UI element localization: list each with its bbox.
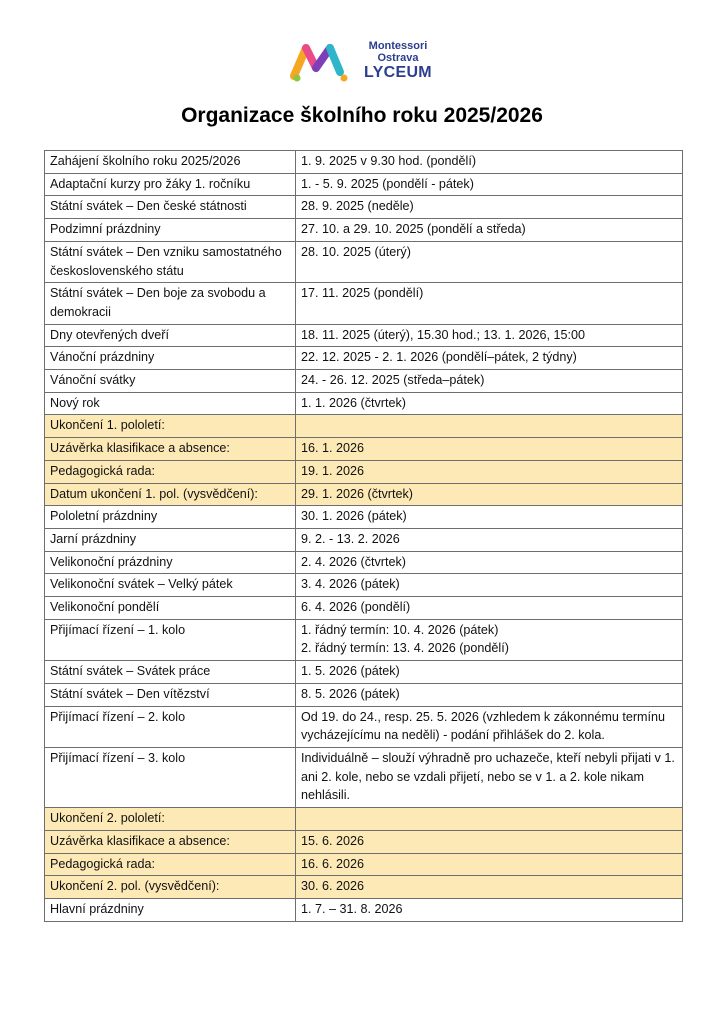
table-row xyxy=(45,460,683,483)
event-label: Státní svátek – Svátek práce xyxy=(45,661,296,684)
event-label: Pedagogická rada: xyxy=(45,853,296,876)
event-date: 18. 11. 2025 (úterý), 15.30 hod.; 13. 1. 2026, 15:00 xyxy=(296,324,683,347)
table-row xyxy=(45,706,683,747)
table-row xyxy=(45,415,683,438)
event-date: 16. 6. 2026 xyxy=(296,853,683,876)
event-label: Uzávěrka klasifikace a absence: xyxy=(45,438,296,461)
school-logo xyxy=(288,40,448,86)
school-year-schedule-table xyxy=(44,150,683,922)
table-row xyxy=(45,683,683,706)
logo-line-ostrava: Ostrava xyxy=(377,52,419,64)
table-row xyxy=(45,597,683,620)
event-label: Velikonoční pondělí xyxy=(45,597,296,620)
event-label: Státní svátek – Den české státnosti xyxy=(45,196,296,219)
event-date: 3. 4. 2026 (pátek) xyxy=(296,574,683,597)
logo-line-montessori: Montessori xyxy=(368,40,428,52)
event-label: Státní svátek – Den vzniku samostatného československého státu xyxy=(45,241,296,282)
event-date xyxy=(296,808,683,831)
event-label: Ukončení 2. pol. (vysvědčení): xyxy=(45,876,296,899)
table-row xyxy=(45,619,683,660)
table-row xyxy=(45,506,683,529)
event-label: Ukončení 1. pololetí: xyxy=(45,415,296,438)
schedule-table-body xyxy=(45,151,683,922)
table-row xyxy=(45,370,683,393)
event-label: Velikonoční prázdniny xyxy=(45,551,296,574)
table-row xyxy=(45,241,683,282)
table-row xyxy=(45,876,683,899)
logo-line-lyceum: LYCEUM xyxy=(364,64,432,81)
table-row xyxy=(45,324,683,347)
table-row xyxy=(45,853,683,876)
event-label: Pololetní prázdniny xyxy=(45,506,296,529)
table-row xyxy=(45,483,683,506)
event-date: 28. 9. 2025 (neděle) xyxy=(296,196,683,219)
event-label: Pedagogická rada: xyxy=(45,460,296,483)
table-row xyxy=(45,528,683,551)
event-label: Uzávěrka klasifikace a absence: xyxy=(45,830,296,853)
table-row xyxy=(45,438,683,461)
event-label: Vánoční prázdniny xyxy=(45,347,296,370)
table-row xyxy=(45,347,683,370)
event-label: Datum ukončení 1. pol. (vysvědčení): xyxy=(45,483,296,506)
event-label: Velikonoční svátek – Velký pátek xyxy=(45,574,296,597)
table-row xyxy=(45,151,683,174)
event-date-line: 1. řádný termín: 10. 4. 2026 (pátek) xyxy=(301,622,499,637)
event-date: 30. 1. 2026 (pátek) xyxy=(296,506,683,529)
event-date: Od 19. do 24., resp. 25. 5. 2026 (vzhledem k zákonnému termínu vycházejícímu na neděli) - podání přihlášek do 2. kola. xyxy=(296,706,683,747)
event-label: Nový rok xyxy=(45,392,296,415)
event-date: 1. - 5. 9. 2025 (pondělí - pátek) xyxy=(296,173,683,196)
table-row xyxy=(45,392,683,415)
table-row xyxy=(45,898,683,921)
event-date: 1. 1. 2026 (čtvrtek) xyxy=(296,392,683,415)
event-date: 30. 6. 2026 xyxy=(296,876,683,899)
event-label: Dny otevřených dveří xyxy=(45,324,296,347)
table-row xyxy=(45,196,683,219)
event-date: 15. 6. 2026 xyxy=(296,830,683,853)
event-date: 29. 1. 2026 (čtvrtek) xyxy=(296,483,683,506)
table-row xyxy=(45,808,683,831)
event-label: Podzimní prázdniny xyxy=(45,219,296,242)
table-row xyxy=(45,173,683,196)
event-label: Ukončení 2. pololetí: xyxy=(45,808,296,831)
event-date: 9. 2. - 13. 2. 2026 xyxy=(296,528,683,551)
table-row xyxy=(45,283,683,324)
event-date: 28. 10. 2025 (úterý) xyxy=(296,241,683,282)
event-date xyxy=(296,415,683,438)
event-label: Státní svátek – Den vítězství xyxy=(45,683,296,706)
event-label: Státní svátek – Den boje za svobodu a demokracii xyxy=(45,283,296,324)
event-date: Individuálně – slouží výhradně pro uchazeče, kteří nebyli přijati v 1. ani 2. kole, nebo se vzdali přijetí, nebo se v 1. a 2. kole nikam nehlásili. xyxy=(296,747,683,807)
montessori-logo-mark-icon xyxy=(288,42,356,82)
event-label: Přijímací řízení – 3. kolo xyxy=(45,747,296,807)
table-row xyxy=(45,661,683,684)
event-label: Jarní prázdniny xyxy=(45,528,296,551)
event-label: Přijímací řízení – 2. kolo xyxy=(45,706,296,747)
logo-wordmark xyxy=(357,40,439,82)
event-label: Zahájení školního roku 2025/2026 xyxy=(45,151,296,174)
event-date: 2. 4. 2026 (čtvrtek) xyxy=(296,551,683,574)
event-date: 17. 11. 2025 (pondělí) xyxy=(296,283,683,324)
event-date: 27. 10. a 29. 10. 2025 (pondělí a středa) xyxy=(296,219,683,242)
event-date: 22. 12. 2025 - 2. 1. 2026 (pondělí–pátek, 2 týdny) xyxy=(296,347,683,370)
event-date-line: 2. řádný termín: 13. 4. 2026 (pondělí) xyxy=(301,641,509,656)
event-date: 1. 9. 2025 v 9.30 hod. (pondělí) xyxy=(296,151,683,174)
event-date xyxy=(296,619,683,660)
event-date: 1. 5. 2026 (pátek) xyxy=(296,661,683,684)
event-label: Adaptační kurzy pro žáky 1. ročníku xyxy=(45,173,296,196)
table-row xyxy=(45,574,683,597)
event-date: 16. 1. 2026 xyxy=(296,438,683,461)
event-date: 8. 5. 2026 (pátek) xyxy=(296,683,683,706)
event-label: Hlavní prázdniny xyxy=(45,898,296,921)
event-label: Vánoční svátky xyxy=(45,370,296,393)
table-row xyxy=(45,830,683,853)
event-date: 6. 4. 2026 (pondělí) xyxy=(296,597,683,620)
event-label: Přijímací řízení – 1. kolo xyxy=(45,619,296,660)
page-title: Organizace školního roku 2025/2026 xyxy=(181,104,543,127)
table-row xyxy=(45,551,683,574)
event-date: 1. 7. – 31. 8. 2026 xyxy=(296,898,683,921)
event-date: 24. - 26. 12. 2025 (středa–pátek) xyxy=(296,370,683,393)
table-row xyxy=(45,219,683,242)
table-row xyxy=(45,747,683,807)
event-date: 19. 1. 2026 xyxy=(296,460,683,483)
